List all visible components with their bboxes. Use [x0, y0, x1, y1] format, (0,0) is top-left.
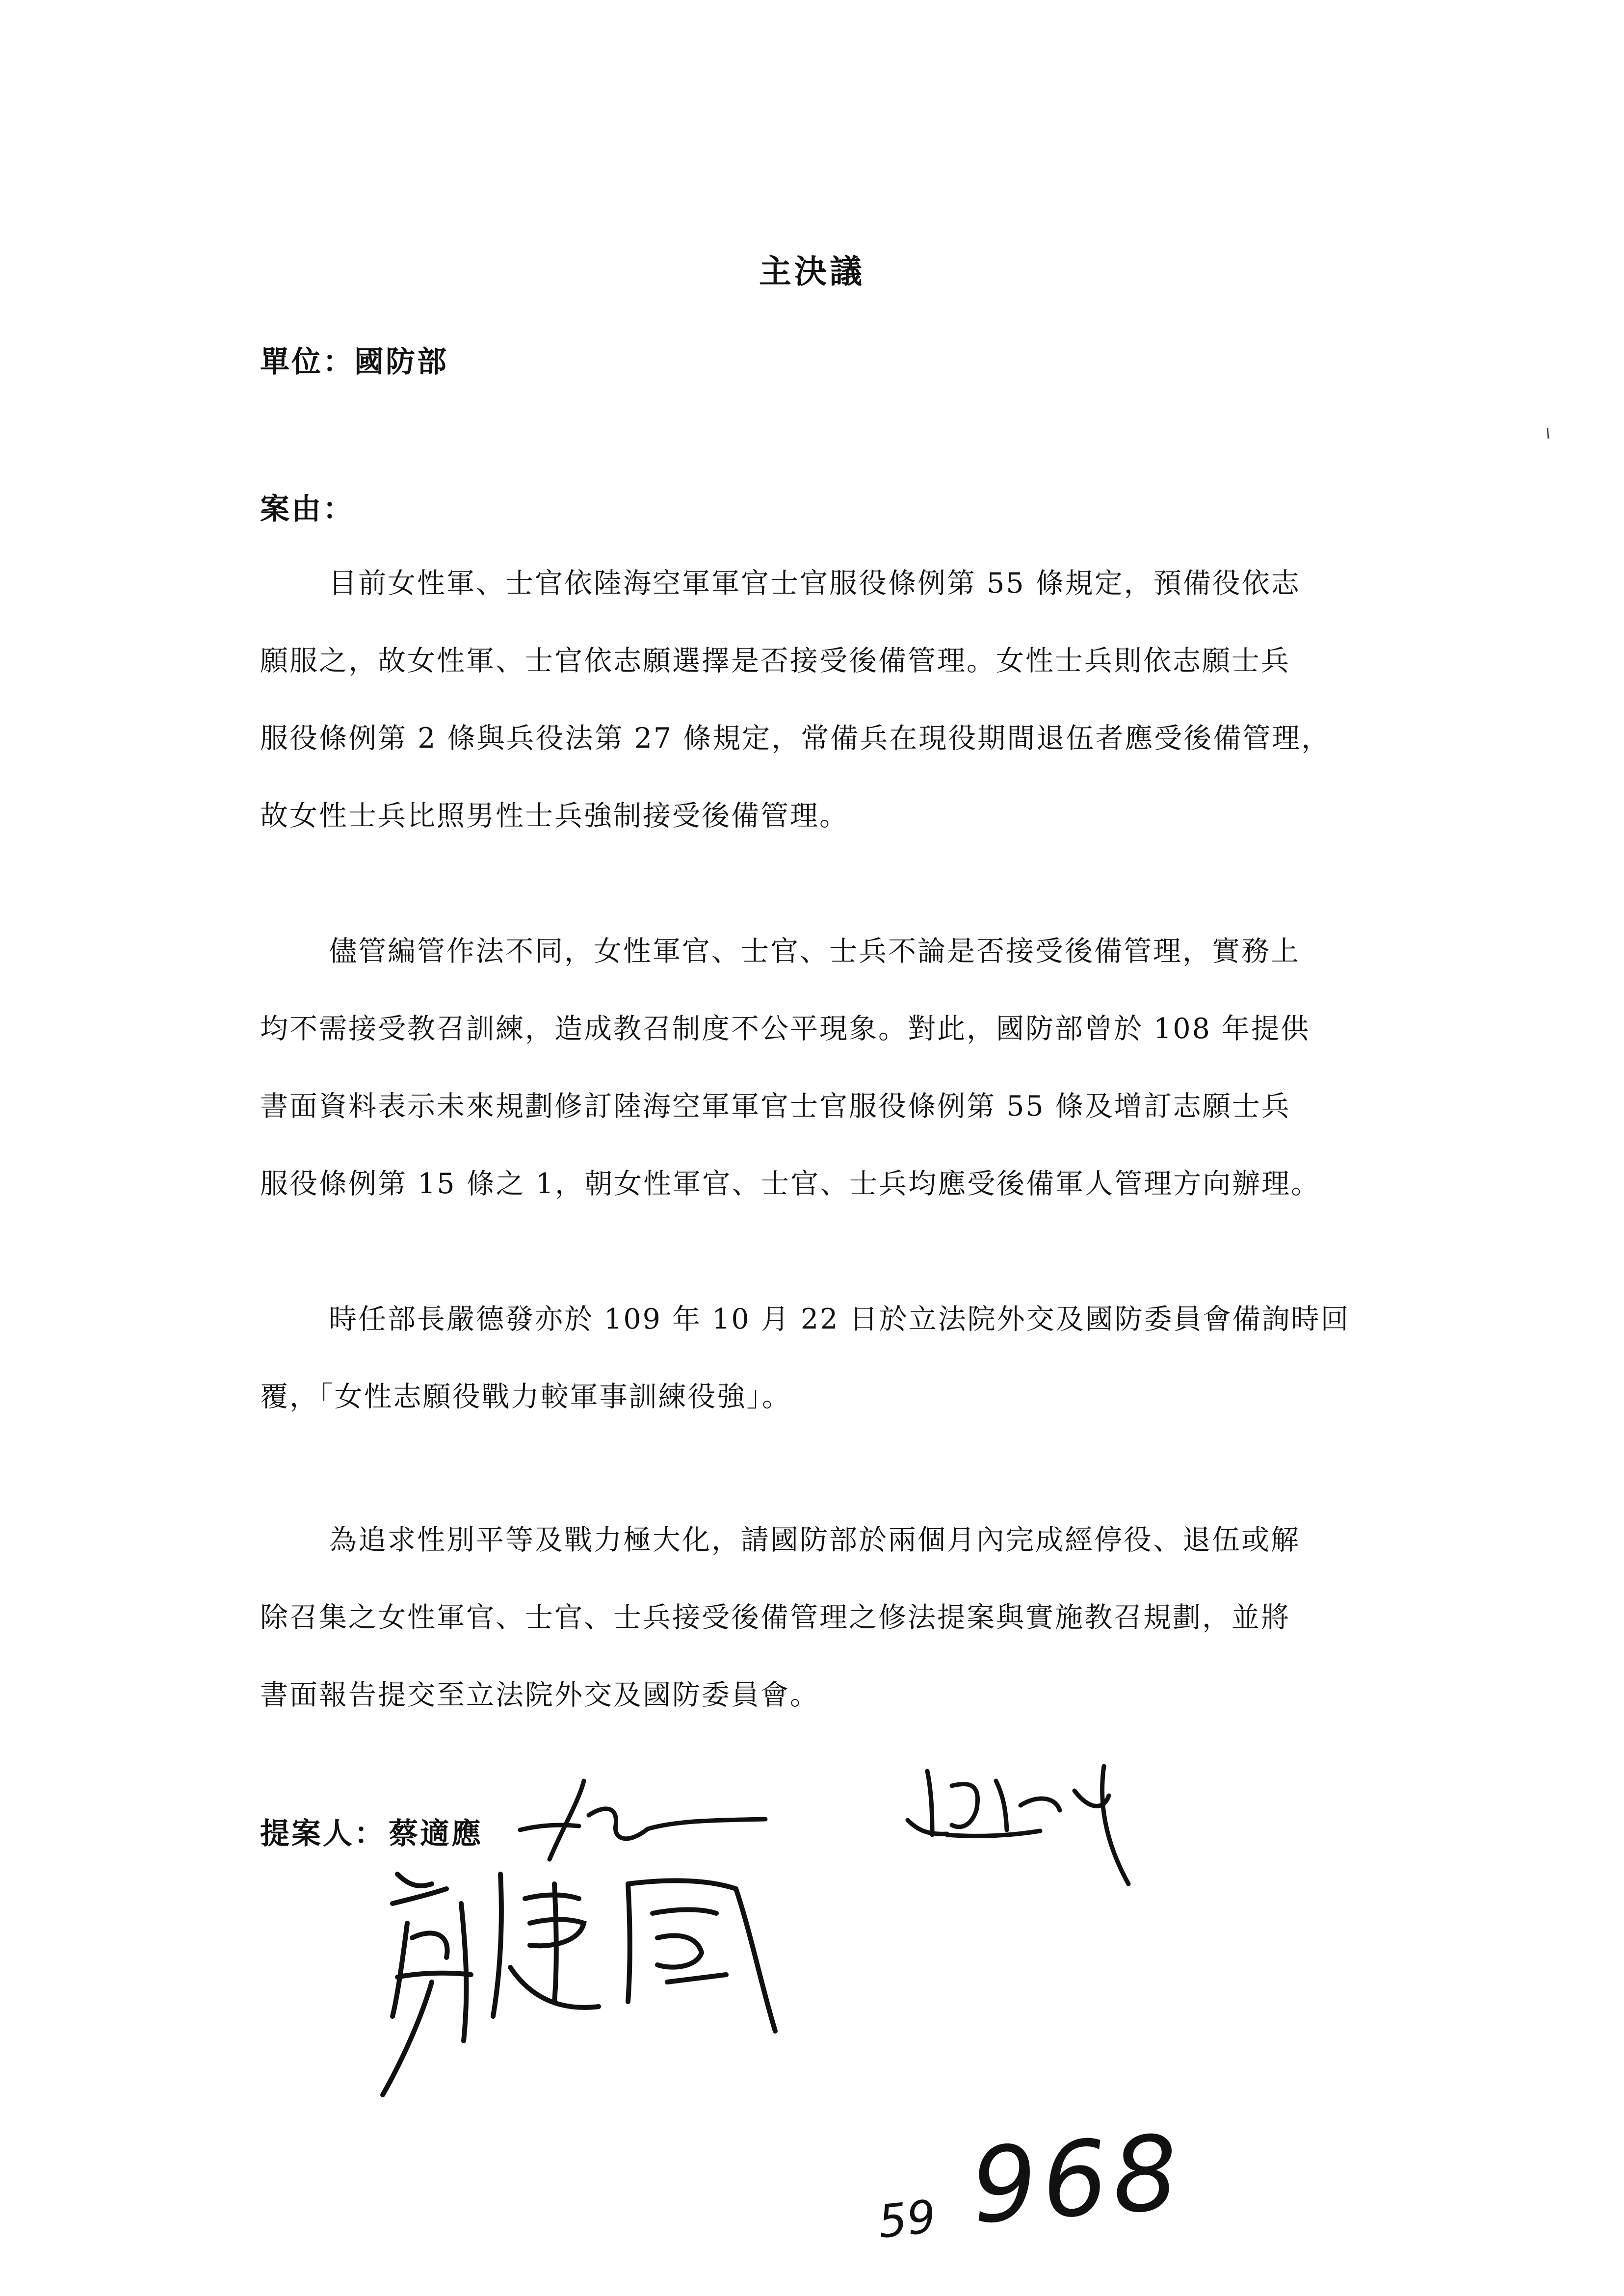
paragraph-line: 書面報告提交至立法院外交及國防委員會。: [260, 1679, 819, 1711]
reason-label: 案由：: [260, 492, 354, 526]
signature-3: [363, 1854, 805, 2110]
paragraph-line: 故女性士兵比照男性士兵強制接受後備管理。: [260, 800, 849, 832]
signature-2: [898, 1751, 1153, 1894]
unit-label: 單位：: [260, 345, 354, 379]
paragraph-2: [260, 913, 1393, 1223]
paragraph-1: [260, 545, 1393, 855]
handwritten-page-number: 968: [967, 2112, 1187, 2247]
paragraph-line: 均不需接受教召訓練，造成教召制度不公平現象。對此，國防部曾於 108 年提供: [260, 1013, 1310, 1045]
paragraph-4: [260, 1501, 1393, 1734]
unit-line: [260, 339, 448, 381]
paragraph-line: 書面資料表示未來規劃修訂陸海空軍軍官士官服役條例第 55 條及增訂志願士兵: [260, 1090, 1291, 1122]
paragraph-line: 除召集之女性軍官、士官、士兵接受後備管理之修法提案與實施教召規劃，並將: [260, 1601, 1290, 1634]
proposer-label: 提案人：: [260, 1817, 386, 1851]
proposer-name: 蔡適應: [389, 1817, 483, 1851]
proposer-line: [260, 1810, 483, 1852]
stray-mark: [1545, 427, 1550, 440]
page-title: 主決議: [759, 252, 865, 290]
paragraph-line: 為追求性別平等及戰力極大化，請國防部於兩個月內完成經停役、退伍或解: [329, 1524, 1300, 1556]
paragraph-line: 儘管編管作法不同，女性軍官、士官、士兵不論是否接受後備管理，實務上: [329, 935, 1300, 967]
paragraph-line: 願服之，故女性軍、士官依志願選擇是否接受後備管理。女性士兵則依志願士兵: [260, 645, 1290, 677]
paragraph-line: 覆，「女性志願役戰力較軍事訓練役強」。: [260, 1381, 791, 1413]
unit-value: 國防部: [354, 345, 448, 379]
paragraph-line: 服役條例第 2 條與兵役法第 27 條規定，常備兵在現役期間退伍者應受後備管理，: [260, 722, 1331, 755]
paragraph-line: 時任部長嚴德發亦於 109 年 10 月 22 日於立法院外交及國防委員會備詢時回: [329, 1303, 1350, 1335]
paragraph-line: 服役條例第 15 條之 1，朝女性軍官、士官、士兵均應受後備軍人管理方向辦理。: [260, 1168, 1321, 1200]
handwritten-small-number: 59: [875, 2190, 939, 2248]
paragraph-line: 目前女性軍、士官依陸海空軍軍官士官服役條例第 55 條規定，預備役依志: [329, 567, 1301, 600]
paragraph-3: [260, 1280, 1393, 1435]
